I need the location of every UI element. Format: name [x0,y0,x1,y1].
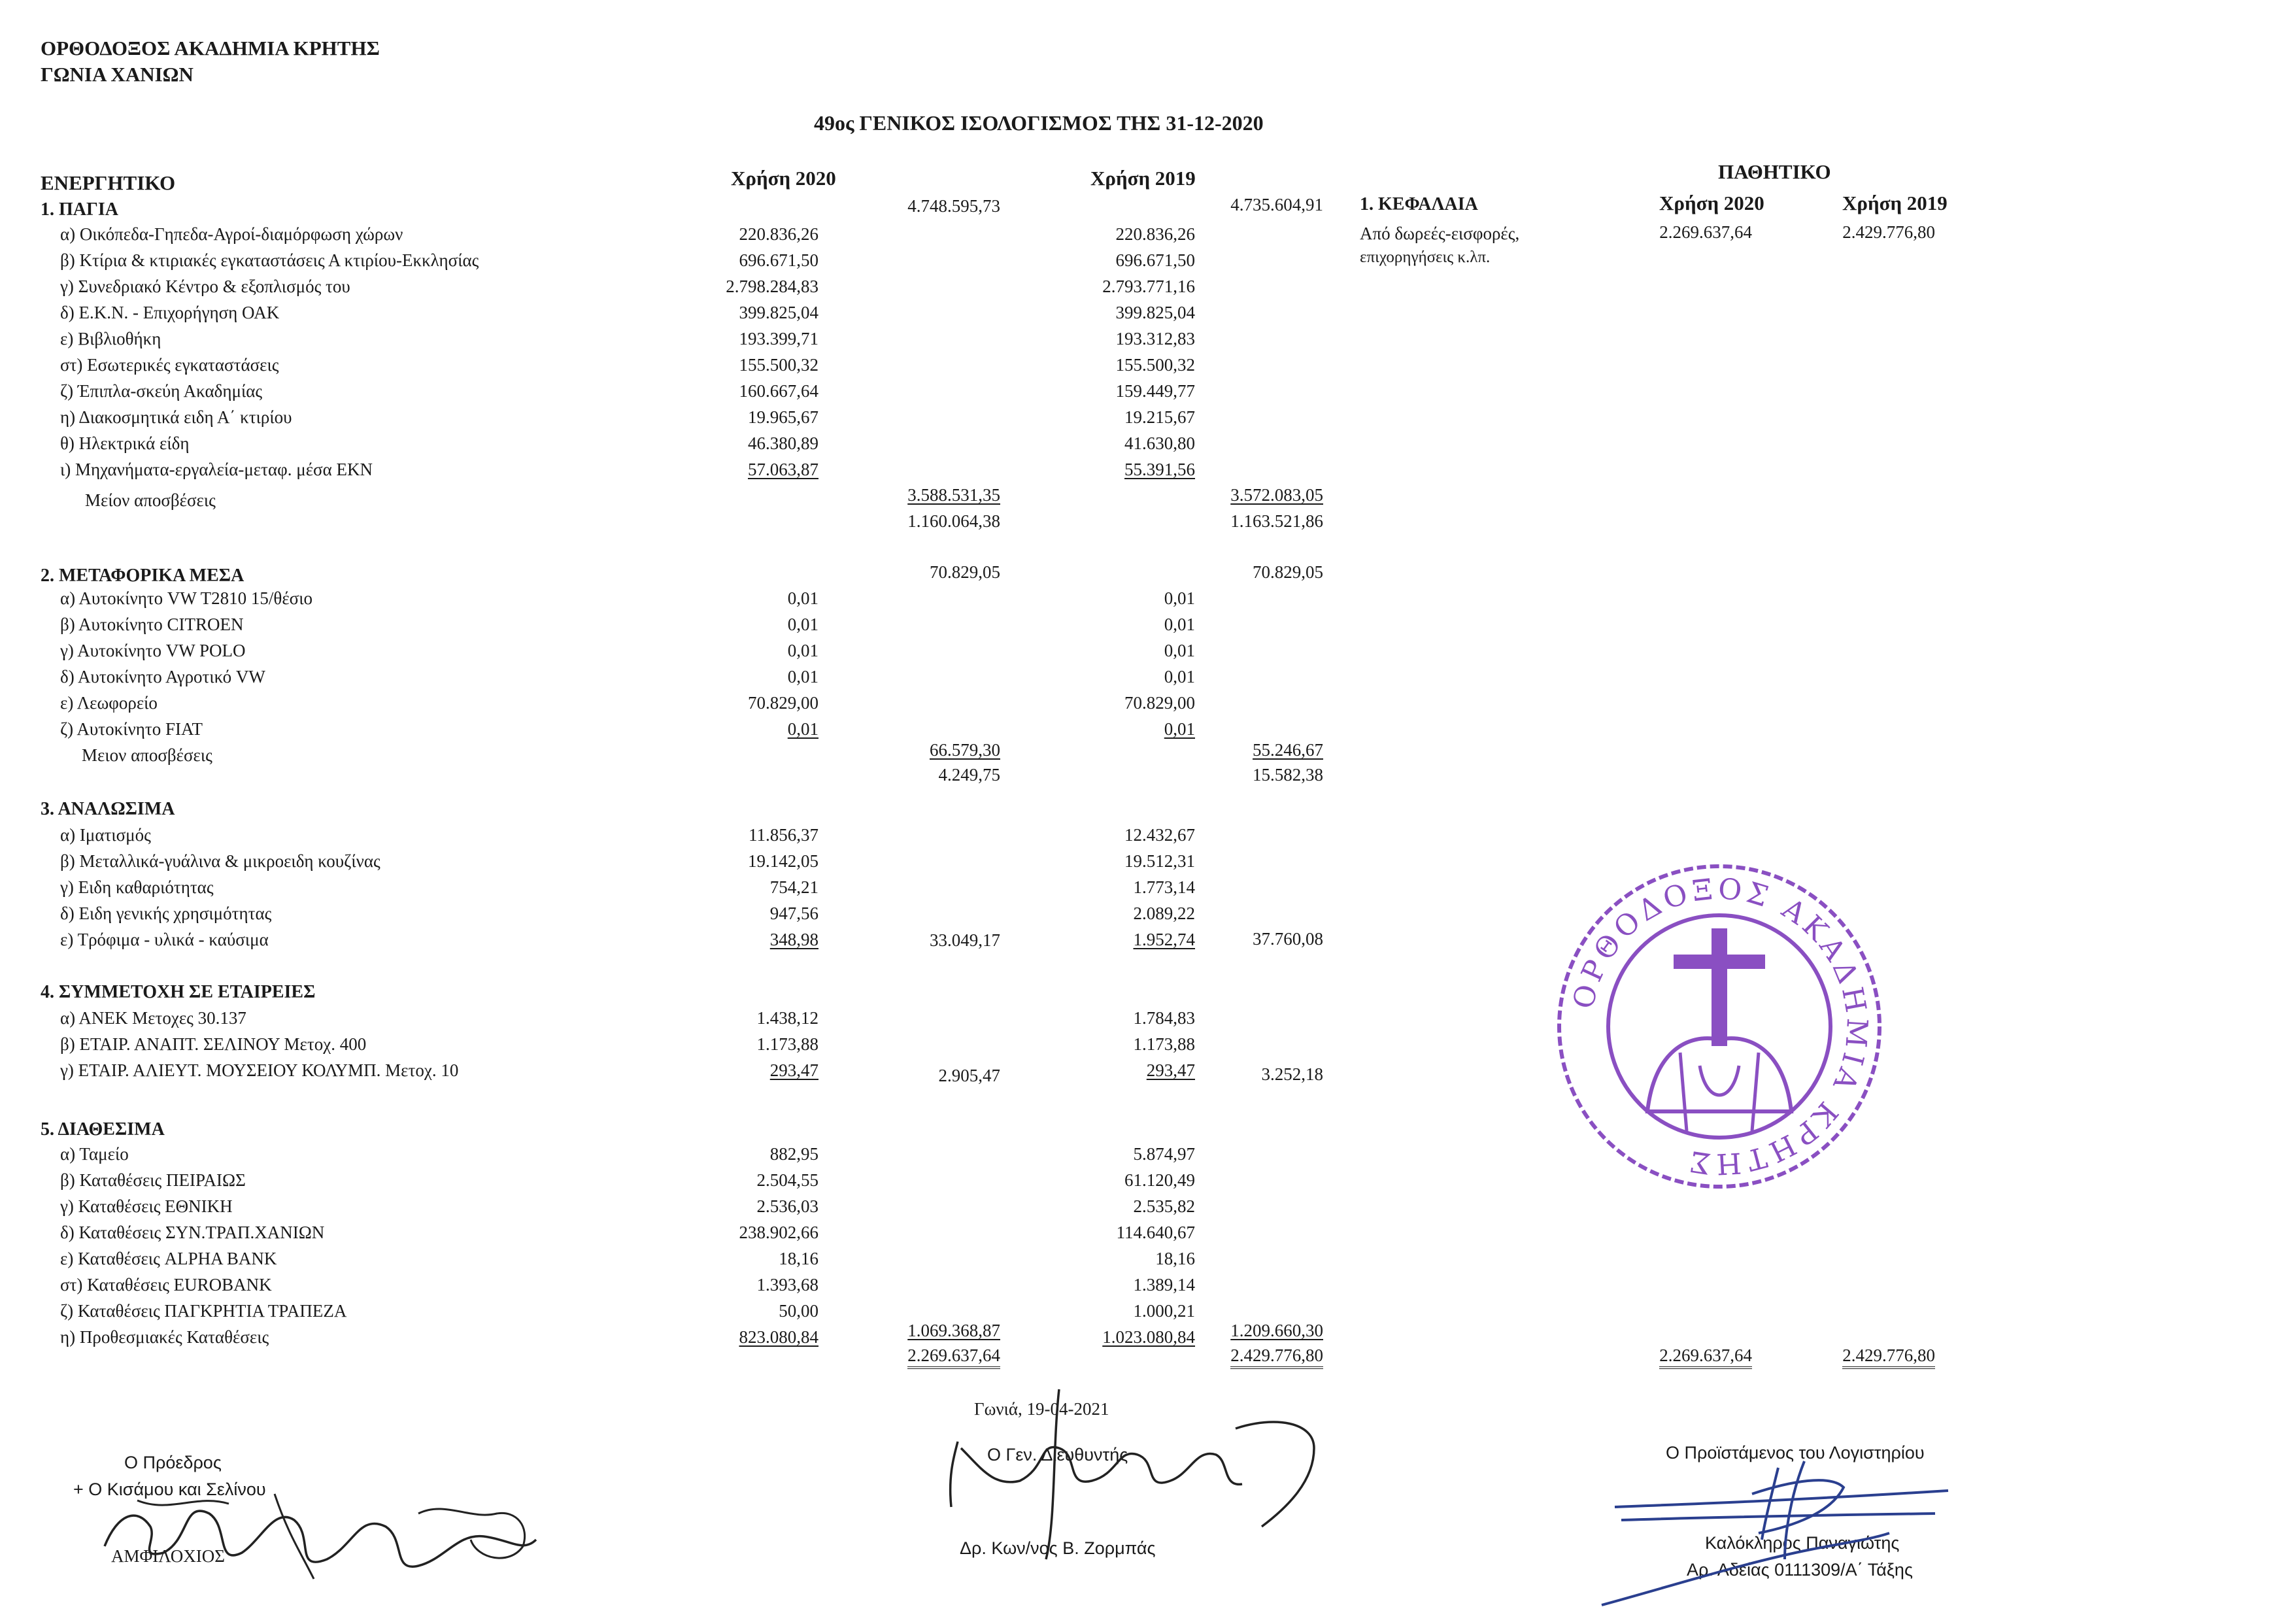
row-label: ζ) Καταθέσεις ΠΑΓΚΡΗΤΙΑ ΤΡΑΠΕΖΑ [60,1301,347,1321]
row-value-2020: 293,47 [769,1060,818,1080]
row-label: γ) Συνεδριακό Κέντρο & εξοπλισμός του [60,277,350,296]
row-value-2020: 238.902,66 [739,1223,818,1242]
accountant-title: Ο Προϊστάμενος του Λογιστηρίου [1666,1443,1925,1463]
row-value-2020: 399.825,04 [739,303,818,322]
section-title: 4. ΣΥΜΜΕΤΟΧΗ ΣΕ ΕΤΑΙΡΕΙΕΣ [41,982,316,1002]
row-value-2020: 70.829,00 [748,693,818,713]
row-value-2020: 1.393,68 [756,1275,818,1294]
page-title: 49ος ΓΕΝΙΚΟΣ ΙΣΟΛΟΓΙΣΜΟΣ ΤΗΣ 31-12-2020 [814,111,1264,135]
row-value-2019: 193.312,83 [1115,329,1195,348]
liabilities-section-title: 1. ΚΕΦΑΛΑΙΑ [1360,194,1478,214]
row-label: δ) Καταθέσεις ΣΥΝ.ΤΡΑΠ.ΧΑΝΙΩΝ [60,1223,325,1242]
depreciation-2019: 3.572.083,05 [1230,485,1323,505]
liabilities-line-2: επιχορηγήσεις κ.λπ. [1360,248,1491,266]
assets-heading: ΕΝΕΡΓΗΤΙΚΟ [41,171,176,194]
row-value-2020: 57.063,87 [748,460,818,479]
row-value-2019: 55.391,56 [1124,460,1195,479]
row-value-2020: 0,01 [787,588,818,608]
net-value-2019: 1.163.521,86 [1230,511,1323,531]
row-label: β) Αυτοκίνητο CITROEN [60,615,244,634]
president-name: ΑΜΦΙΛΟΧΙΟΣ [111,1546,225,1566]
row-label: β) ΕΤΑΙΡ. ΑΝΑΠΤ. ΣΕΛΙΝΟΥ Μετοχ. 400 [60,1034,367,1054]
liabilities-col-2020: Χρήση 2020 [1659,192,1764,214]
row-value-2020: 19.142,05 [748,851,818,871]
row-label: δ) Ειδη γενικής χρησιμότητας [60,904,272,923]
net-value-2020: 1.160.064,38 [907,511,1000,531]
academy-seal-stamp [1549,856,1889,1196]
net-value-2019: 15.582,38 [1253,765,1323,785]
row-value-2019: 0,01 [1164,667,1195,686]
row-value-2019: 1.952,74 [1133,930,1195,949]
row-value-2020: 0,01 [787,615,818,634]
assets-col-2019: Χρήση 2019 [1090,167,1196,190]
org-name: ΟΡΘΟΔΟΞΟΣ ΑΚΑΔΗΜΙΑ ΚΡΗΤΗΣ [41,37,380,59]
row-value-2020: 348,98 [769,930,818,949]
liabilities-grand-total-2019: 2.429.776,80 [1842,1345,1935,1369]
row-value-2019: 41.630,80 [1124,433,1195,453]
assets-grand-total-2019: 2.429.776,80 [1230,1345,1323,1369]
row-value-2020: 1.173,88 [756,1034,818,1054]
section-total-2019: 70.829,05 [1253,562,1323,582]
row-value-2020: 19.965,67 [748,407,818,427]
depreciation-2020: 3.588.531,35 [907,485,1000,505]
row-label: ζ) Έπιπλα-σκεύη Ακαδημίας [60,381,263,401]
row-label: β) Καταθέσεις ΠΕΙΡΑΙΩΣ [60,1170,246,1190]
row-value-2020: 11.856,37 [749,825,818,845]
row-value-2019: 1.000,21 [1133,1301,1195,1321]
row-label: στ) Εσωτερικές εγκαταστάσεις [60,355,279,375]
row-label: α) Οικόπεδα-Γηπεδα-Αγροί-διαμόρφωση χώρων [60,224,403,244]
place-date: Γωνιά, 19-04-2021 [974,1399,1109,1419]
liabilities-value-2019: 2.429.776,80 [1842,222,1935,242]
row-value-2019: 70.829,00 [1124,693,1195,713]
row-value-2020: 947,56 [769,904,818,923]
row-label: η) Διακοσμητικά ειδη Α΄ κτιρίου [60,407,292,427]
row-label: δ) Αυτοκίνητο Αγροτικό VW [60,667,265,686]
row-label: ε) Βιβλιοθήκη [60,329,161,348]
section-total-2019: 37.760,08 [1253,929,1323,949]
liabilities-grand-total-2020: 2.269.637,64 [1659,1345,1752,1369]
row-value-2020: 0,01 [787,667,818,686]
director-title: Ο Γεν. Διευθυντής [987,1445,1128,1464]
depreciation-2020: 66.579,30 [930,740,1000,760]
row-value-2020: 18,16 [779,1249,818,1268]
row-label: α) Αυτοκίνητο VW T2810 15/θέσιο [60,588,313,608]
row-label: γ) Καταθέσεις ΕΘΝΙΚΗ [60,1196,233,1216]
president-signature [78,1474,549,1592]
row-value-2020: 46.380,89 [748,433,818,453]
row-label: γ) Αυτοκίνητο VW POLO [60,641,246,660]
row-value-2020: 882,95 [769,1144,818,1164]
section-total-2020: 33.049,17 [930,930,1000,950]
row-label: ε) Λεωφορείο [60,693,158,713]
stamp-text: ΟΡΘΟΔΟΞΟΣ ΑΚΑΔΗΜΙΑ ΚΡΗΤΗΣ [1566,872,1874,1181]
row-value-2019: 1.173,88 [1133,1034,1195,1054]
row-value-2019: 1.023.080,84 [1102,1327,1195,1347]
liabilities-value-2020: 2.269.637,64 [1659,222,1752,242]
row-value-2020: 0,01 [787,719,818,739]
row-value-2020: 823.080,84 [739,1327,818,1347]
row-value-2019: 155.500,32 [1115,355,1195,375]
liabilities-col-2019: Χρήση 2019 [1842,192,1948,214]
row-label: α) Ταμείο [60,1144,129,1164]
accountant-signature [1595,1455,1961,1612]
director-signature [922,1370,1340,1566]
section-total-2020: 1.069.368,87 [907,1321,1000,1340]
row-value-2019: 19.215,67 [1124,407,1195,427]
row-value-2019: 1.773,14 [1133,877,1195,897]
row-label: θ) Ηλεκτρικά είδη [60,433,190,453]
section-total-2019: 3.252,18 [1261,1064,1323,1084]
row-value-2019: 2.089,22 [1133,904,1195,923]
section-title: 5. ΔΙΑΘΕΣΙΜΑ [41,1119,165,1140]
row-value-2019: 61.120,49 [1124,1170,1195,1190]
row-label: β) Μεταλλικά-γυάλινα & μικροειδη κουζίνας [60,851,380,871]
row-value-2019: 293,47 [1146,1060,1195,1080]
row-value-2019: 5.874,97 [1133,1144,1195,1164]
row-value-2019: 12.432,67 [1124,825,1195,845]
row-value-2020: 193.399,71 [739,329,818,348]
depreciation-label: Μειον αποσβέσεις [82,745,212,765]
row-label: β) Κτίρια & κτιριακές εγκαταστάσεις Α κτιρίου-Εκκλησίας [60,250,479,270]
row-value-2019: 2.535,82 [1133,1196,1195,1216]
section-total-2020: 70.829,05 [930,562,1000,582]
assets-col-2020: Χρήση 2020 [731,167,836,190]
row-value-2020: 2.536,03 [756,1196,818,1216]
row-label: α) Ιματισμός [60,825,151,845]
row-value-2019: 114.640,67 [1116,1223,1195,1242]
accountant-license: Αρ. Αδείας 0111309/Α΄ Τάξης [1687,1560,1913,1580]
row-label: γ) Ειδη καθαριότητας [60,877,214,897]
section-total-2020: 4.748.595,73 [907,196,1000,216]
row-value-2020: 754,21 [769,877,818,897]
row-value-2020: 696.671,50 [739,250,818,270]
row-value-2019: 220.836,26 [1115,224,1195,244]
row-value-2019: 0,01 [1164,719,1195,739]
row-label: ι) Μηχανήματα-εργαλεία-μεταφ. μέσα ΕΚΝ [60,460,373,479]
row-value-2020: 2.504,55 [756,1170,818,1190]
row-value-2020: 0,01 [787,641,818,660]
president-title: Ο Πρόεδρος [124,1453,222,1472]
row-value-2019: 159.449,77 [1115,381,1195,401]
row-value-2020: 50,00 [779,1301,818,1321]
row-value-2020: 1.438,12 [756,1008,818,1028]
row-label: γ) ΕΤΑΙΡ. ΑΛΙΕΥΤ. ΜΟΥΣΕΙΟΥ ΚΟΛΥΜΠ. Μετοχ. 10 [60,1060,459,1080]
row-value-2019: 696.671,50 [1115,250,1195,270]
row-label: ε) Τρόφιμα - υλικά - καύσιμα [60,930,269,949]
row-label: η) Προθεσμιακές Καταθέσεις [60,1327,269,1347]
row-value-2019: 1.784,83 [1133,1008,1195,1028]
row-value-2020: 220.836,26 [739,224,818,244]
org-location: ΓΩΝΙΑ ΧΑΝΙΩΝ [41,63,194,86]
row-label: α) ΑΝΕΚ Μετοχες 30.137 [60,1008,246,1028]
row-label: δ) Ε.Κ.Ν. - Επιχορήγηση ΟΑΚ [60,303,280,322]
section-title: 2. ΜΕΤΑΦΟΡΙΚΑ ΜΕΣΑ [41,566,245,586]
assets-grand-total-2020: 2.269.637,64 [907,1345,1000,1369]
row-value-2020: 155.500,32 [739,355,818,375]
depreciation-label: Μείον αποσβέσεις [85,490,216,510]
director-name: Δρ. Κων/νος Β. Ζορμπάς [960,1538,1156,1558]
section-total-2019: 1.209.660,30 [1230,1321,1323,1340]
net-value-2020: 4.249,75 [938,765,1000,785]
row-label: ε) Καταθέσεις ALPHA BANK [60,1249,277,1268]
row-value-2019: 2.793.771,16 [1102,277,1195,296]
section-title: 1. ΠΑΓΙΑ [41,199,118,220]
depreciation-2019: 55.246,67 [1253,740,1323,760]
row-value-2019: 0,01 [1164,641,1195,660]
president-subtitle: + Ο Κισάμου και Σελίνου [73,1480,266,1499]
liabilities-line-1: Από δωρεές-εισφορές, [1360,224,1520,243]
row-value-2019: 0,01 [1164,615,1195,634]
row-value-2019: 0,01 [1164,588,1195,608]
row-value-2019: 18,16 [1155,1249,1195,1268]
row-label: στ) Καταθέσεις EUROBANK [60,1275,272,1294]
row-value-2019: 1.389,14 [1133,1275,1195,1294]
section-total-2020: 2.905,47 [938,1066,1000,1085]
row-value-2020: 2.798.284,83 [726,277,818,296]
row-value-2020: 160.667,64 [739,381,818,401]
section-total-2019: 4.735.604,91 [1230,195,1323,214]
row-value-2019: 19.512,31 [1124,851,1195,871]
section-title: 3. ΑΝΑΛΩΣΙΜΑ [41,799,175,819]
accountant-name: Καλόκληρος Παναγιώτης [1705,1533,1900,1553]
liabilities-heading: ΠΑΘΗΤΙΚΟ [1718,160,1831,183]
row-value-2019: 399.825,04 [1115,303,1195,322]
row-label: ζ) Αυτοκίνητο FIAT [60,719,203,739]
